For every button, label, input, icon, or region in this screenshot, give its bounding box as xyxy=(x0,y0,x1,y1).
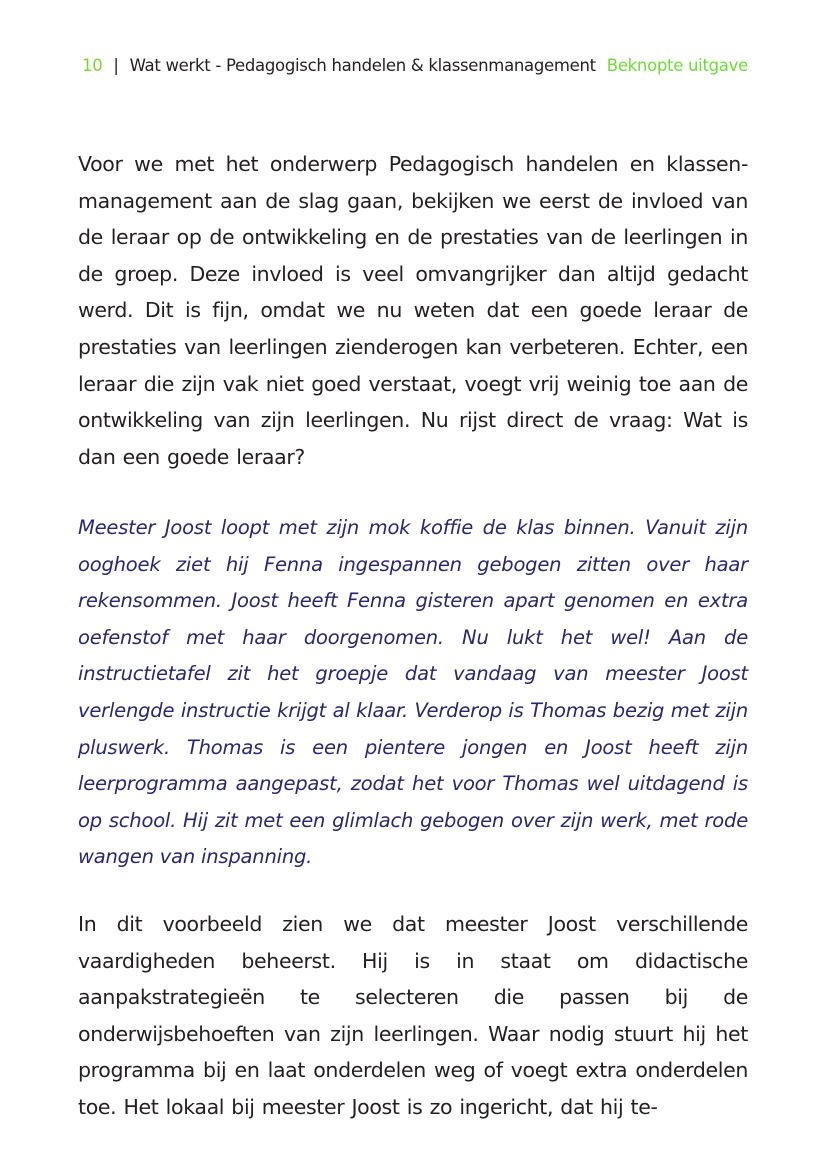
running-header xyxy=(82,56,748,75)
book-title: Wat werkt - Pedagogisch handelen & klassenmanagement xyxy=(129,56,596,75)
header-separator: | xyxy=(113,56,119,75)
edition-label: Beknopte uitgave xyxy=(606,56,748,75)
intro-paragraph: Voor we met het onderwerp Pedagogisch handelen en klassen-management aan de slag gaan, bekijken we eerst de invloed van de leraar op de ontwikkeling en de prestaties van de leerlingen in de groep. Deze invloed is veel omvangrijker dan altijd gedacht werd. Dit is fijn, omdat we nu weten dat een goede leraar de prestaties van leerlingen zienderogen kan verbeteren. Echter, een leraar die zijn vak niet goed verstaat, voegt vrij weinig toe aan de ontwikkeling van zijn leerlingen. Nu rijst direct de vraag: Wat is dan een goede leraar? xyxy=(78,152,748,469)
analysis-paragraph: In dit voorbeeld zien we dat meester Joost verschillende vaardigheden beheerst. Hij is in staat om didactische aanpakstrategieën te selecteren die passen bij de onderwijsbehoeften van zijn leerlingen. Waar nodig stuurt hij het programma bij en laat onderdelen weg of voegt extra onderdelen toe. Het lokaal bij meester Joost is zo ingericht, dat hij te- xyxy=(78,912,748,1119)
example-quote: Meester Joost loopt met zijn mok koffie de klas binnen. Vanuit zijn ooghoek ziet hij Fenna ingespannen gebogen zitten over haar rekensommen. Joost heeft Fenna gisteren apart genomen en extra oefenstof met haar doorgenomen. Nu lukt het wel! Aan de instructietafel zit het groepje dat vandaag van meester Joost verlengde instructie krijgt al klaar. Verderop is Thomas bezig met zijn pluswerk. Thomas is een pientere jongen en Joost heeft zijn leerprogramma aangepast, zodat het voor Thomas wel uitdagend is op school. Hij zit met een glimlach gebogen over zijn werk, met rode wangen van inspanning. xyxy=(78,516,748,869)
page-number: 10 xyxy=(82,56,103,75)
